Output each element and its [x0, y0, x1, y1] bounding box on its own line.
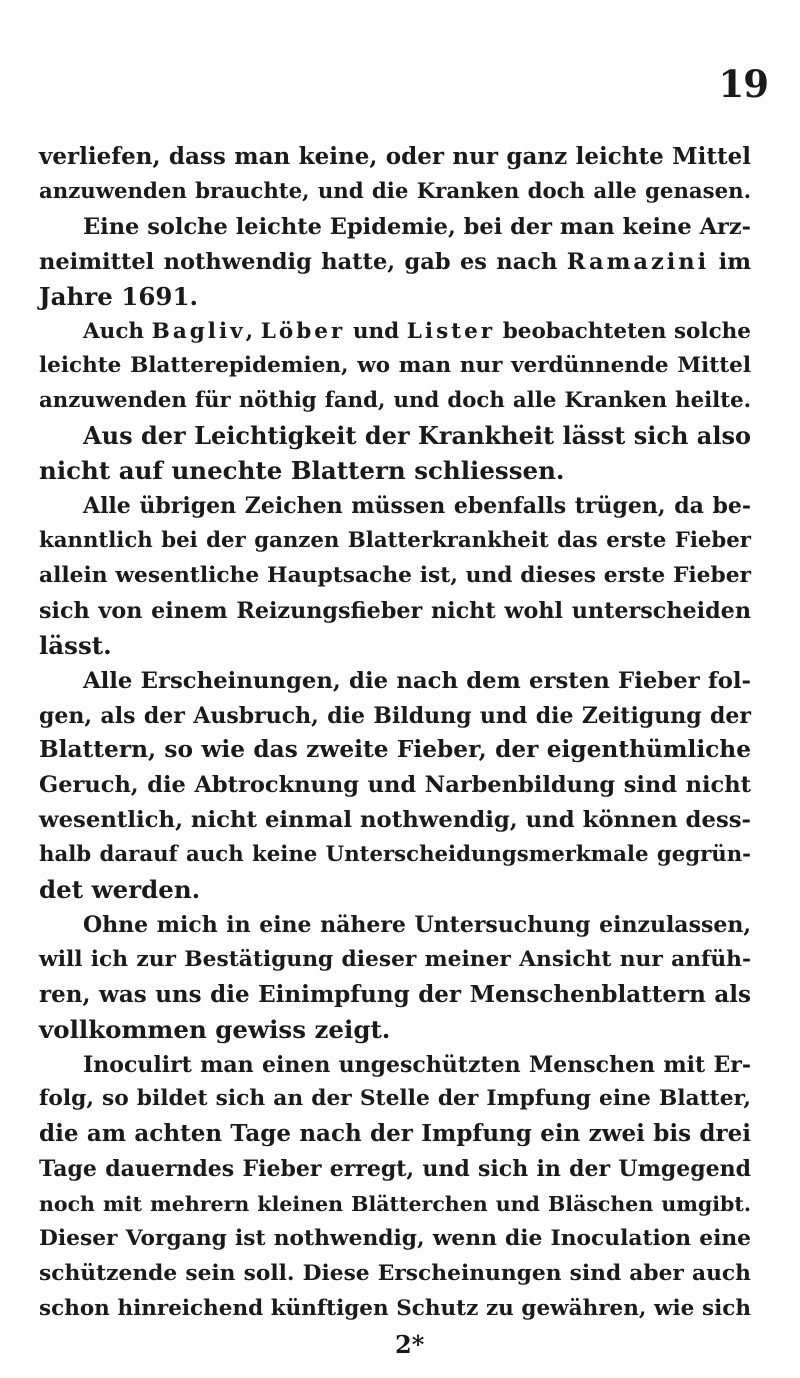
text-segment: und — [352, 318, 400, 344]
text-line: Jahre 1691. — [39, 281, 199, 311]
author-name: Bagliv — [151, 318, 246, 344]
text-line: Ohne mich in eine nähere Untersuchung einzulassen, — [83, 911, 751, 938]
text-line: vollkommen gewiss zeigt. — [39, 1014, 391, 1044]
author-name: Lister — [406, 318, 496, 344]
text-line: gen, als der Ausbruch, die Bildung und die Zeitigung der — [39, 702, 751, 729]
text-line: Eine solche leichte Epidemie, bei der man keine Arz- — [83, 213, 751, 240]
text-line: lässt. — [39, 630, 112, 660]
text-line: noch mit mehrern kleinen Blätterchen und Bläschen umgibt. — [39, 1192, 751, 1217]
text-line: Alle Erscheinungen, die nach dem ersten Fieber fol- — [83, 667, 751, 694]
text-segment: Auch — [83, 318, 145, 344]
text-line: Blattern, so wie das zweite Fieber, der eigenthümliche — [39, 736, 751, 764]
body-text — [39, 140, 751, 1327]
text-line: die am achten Tage nach der Impfung ein zwei bis drei — [39, 1120, 751, 1148]
text-line: schützende sein soll. Diese Erscheinungen sind aber auch — [39, 1261, 751, 1286]
text-line: Inoculirt man einen ungeschützten Menschen mit Er- — [83, 1051, 751, 1078]
text-line: ren, was uns die Einimpfung der Menschenblattern als — [39, 980, 751, 1008]
text-line: Aus der Leichtigkeit der Krankheit lässt sich also — [83, 421, 751, 451]
text-line — [39, 245, 751, 280]
text-line: schon hinreichend künftigen Schutz zu gewähren, wie sich — [39, 1295, 751, 1321]
text-line: Tage dauerndes Fieber erregt, und sich in der Umgegend — [39, 1156, 751, 1183]
text-line: will ich zur Bestätigung dieser meiner Ansicht nur anfüh- — [39, 946, 751, 972]
author-name: Löber — [260, 318, 346, 344]
page-number: 19 — [718, 62, 768, 106]
text-line: Dieser Vorgang ist nothwendig, wenn die Inoculation eine — [39, 1226, 751, 1252]
text-line: folg, so bildet sich an der Stelle der Impfung eine Blatter, — [39, 1086, 751, 1112]
text-line: Geruch, die Abtrocknung und Narbenbildung sind nicht — [39, 772, 751, 799]
text-line: sich von einem Reizungsfieber nicht wohl unterscheiden — [39, 597, 751, 624]
text-line: anzuwenden für nöthig fand, und doch alle Kranken heilte. — [39, 388, 751, 414]
text-line: Auch Bagliv, Löber und Lister beobachteten solche — [83, 318, 751, 344]
text-line: halb darauf auch keine Unterscheidungsmerkmale gegrün- — [39, 842, 751, 868]
text-line: allein wesentliche Hauptsache ist, und dieses erste Fieber — [39, 562, 751, 588]
text-line: nicht auf unechte Blattern schliessen. — [39, 456, 565, 486]
text-line: kanntlich bei der ganzen Blatterkrankheit das erste Fieber — [39, 527, 751, 553]
text-line: wesentlich, nicht einmal nothwendig, und können dess- — [39, 807, 751, 834]
text-segment: beobachteten solche — [502, 318, 751, 344]
text-line: verliefen, dass man keine, oder nur ganz leichte Mittel — [39, 143, 751, 170]
text-segment: neimittel nothwendig hatte, gab es nach — [39, 248, 558, 275]
author-name: Ramazini — [566, 248, 710, 275]
text-segment: im — [718, 248, 751, 275]
text-line: leichte Blatterepidemien, wo man nur verdünnende Mittel — [39, 353, 751, 379]
signature-mark: 2* — [395, 1330, 425, 1359]
text-line: anzuwenden brauchte, und die Kranken doch alle genasen. — [39, 178, 751, 204]
text-line: Alle übrigen Zeichen müssen ebenfalls trügen, da be- — [83, 493, 751, 520]
text-line: det werden. — [39, 875, 201, 905]
